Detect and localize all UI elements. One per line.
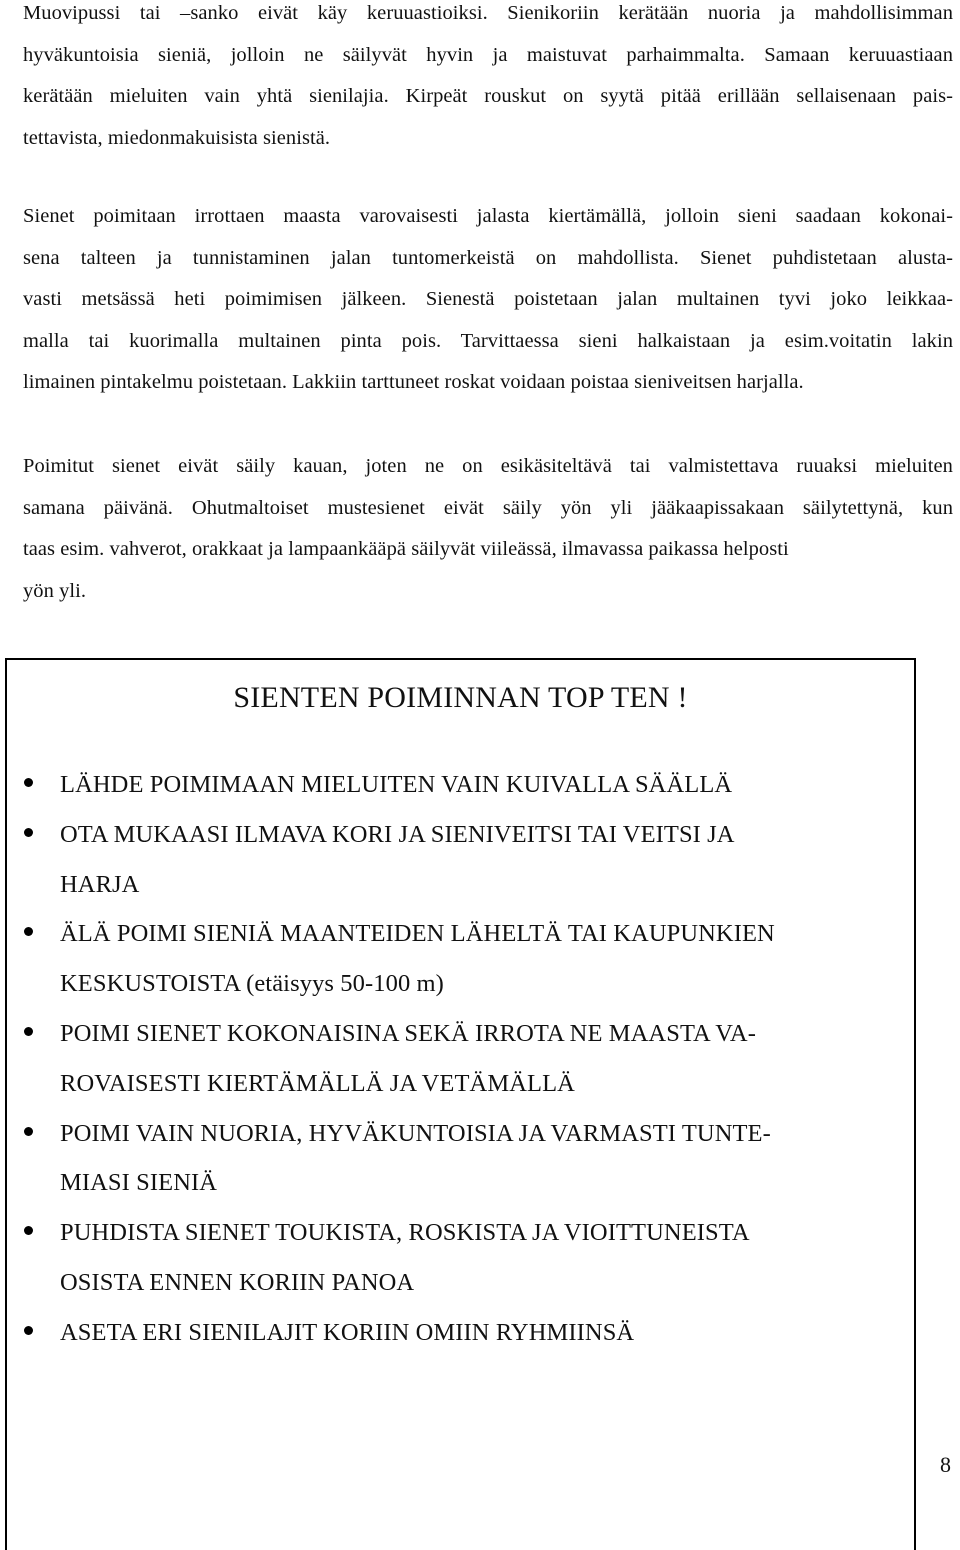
paragraph-basket	[23, 0, 953, 159]
list-item	[7, 1009, 775, 1109]
list-item	[7, 1308, 775, 1358]
text-line: taas esim. vahverot, orakkaat ja lampaankääpä säilyvät viileässä, ilmavassa paikassa helposti	[23, 538, 789, 560]
page-number: 8	[940, 1452, 951, 1477]
text-line: malla tai kuorimalla multainen pinta pois. Tarvittaessa sieni halkaistaan ja esim.voitatin lakin	[23, 329, 953, 352]
text-line: tettavista, miedonmakuisista sienistä.	[23, 126, 331, 149]
list-item-line: PUHDISTA SIENET TOUKISTA, ROSKISTA JA VIOITTUNEISTA	[60, 1219, 750, 1247]
text-line: hyväkuntoisia sieniä, jolloin ne säilyvät hyvin ja maistuvat parhaimmalta. Samaan keruuastiaan	[23, 43, 953, 66]
top-ten-list	[7, 760, 775, 1358]
list-item-line: POIMI VAIN NUORIA, HYVÄKUNTOISIA JA VARMASTI TUNTE-	[60, 1119, 771, 1147]
list-item-line: ROVAISESTI KIERTÄMÄLLÄ JA VETÄMÄLLÄ	[60, 1069, 575, 1097]
text-line: limainen pintakelmu poistetaan. Lakkiin tarttuneet roskat voidaan poistaa sieniveitsen harjalla.	[23, 371, 804, 393]
bullet-icon	[24, 1127, 33, 1136]
list-item-line: OSISTA ENNEN KORIIN PANOA	[60, 1268, 415, 1296]
bullet-icon	[24, 778, 33, 787]
list-item-line: OTA MUKAASI ILMAVA KORI JA SIENIVEITSI TAI VEITSI JA	[60, 820, 735, 848]
list-item-line: ÄLÄ POIMI SIENIÄ MAANTEIDEN LÄHELTÄ TAI KAUPUNKIEN	[60, 920, 775, 948]
paragraph-picking	[23, 196, 953, 404]
text-line: vasti metsässä heti poimimisen jälkeen. Sienestä poistetaan jalan multainen tyvi joko leikkaa-	[23, 288, 953, 310]
list-item-line: MIASI SIENIÄ	[60, 1169, 218, 1197]
list-item	[7, 909, 775, 1009]
bullet-icon	[24, 1027, 33, 1036]
text-line: kerätään mieluiten vain yhtä sienilajia. Kirpeät rouskut on syytä pitää erillään sellaisenaan pais-	[23, 85, 953, 107]
list-item-line: ASETA ERI SIENILAJIT KORIIN OMIIN RYHMIINSÄ	[60, 1318, 635, 1346]
top-ten-box	[5, 658, 916, 1550]
list-item-line: KESKUSTOISTA (etäisyys 50-100 m)	[60, 970, 444, 998]
text-line: sena talteen ja tunnistaminen jalan tuntomerkeistä on mahdollista. Sienet puhdistetaan alusta-	[23, 246, 953, 269]
bullet-icon	[24, 927, 33, 936]
bullet-icon	[24, 828, 33, 837]
text-line: samana päivänä. Ohutmaltoiset mustesienet eivät säily yön yli jääkaapissakaan säilytettynä, kun	[23, 496, 953, 519]
top-ten-title: SIENTEN POIMINNAN TOP TEN !	[233, 681, 688, 714]
list-item	[7, 1109, 775, 1209]
list-item	[7, 1208, 775, 1308]
text-line: Poimitut sienet eivät säily kauan, joten ne on esikäsiteltävä tai valmistettava ruuaksi mieluiten	[23, 455, 953, 477]
list-item-line: HARJA	[60, 870, 140, 898]
text-line: Muovipussi tai –sanko eivät käy keruuastioiksi. Sienikoriin kerätään nuoria ja mahdollisimman	[23, 2, 953, 24]
text-line: yön yli.	[23, 579, 87, 602]
list-item-line: LÄHDE POIMIMAAN MIELUITEN VAIN KUIVALLA SÄÄLLÄ	[60, 771, 733, 798]
paragraph-storage	[23, 446, 953, 612]
list-item	[7, 760, 775, 810]
list-item	[7, 810, 775, 910]
list-item-line: POIMI SIENET KOKONAISINA SEKÄ IRROTA NE MAASTA VA-	[60, 1019, 756, 1047]
bullet-icon	[24, 1226, 33, 1235]
text-line: Sienet poimitaan irrottaen maasta varovaisesti jalasta kiertämällä, jolloin sieni saadaan kokonai-	[23, 205, 953, 227]
bullet-icon	[24, 1326, 33, 1335]
